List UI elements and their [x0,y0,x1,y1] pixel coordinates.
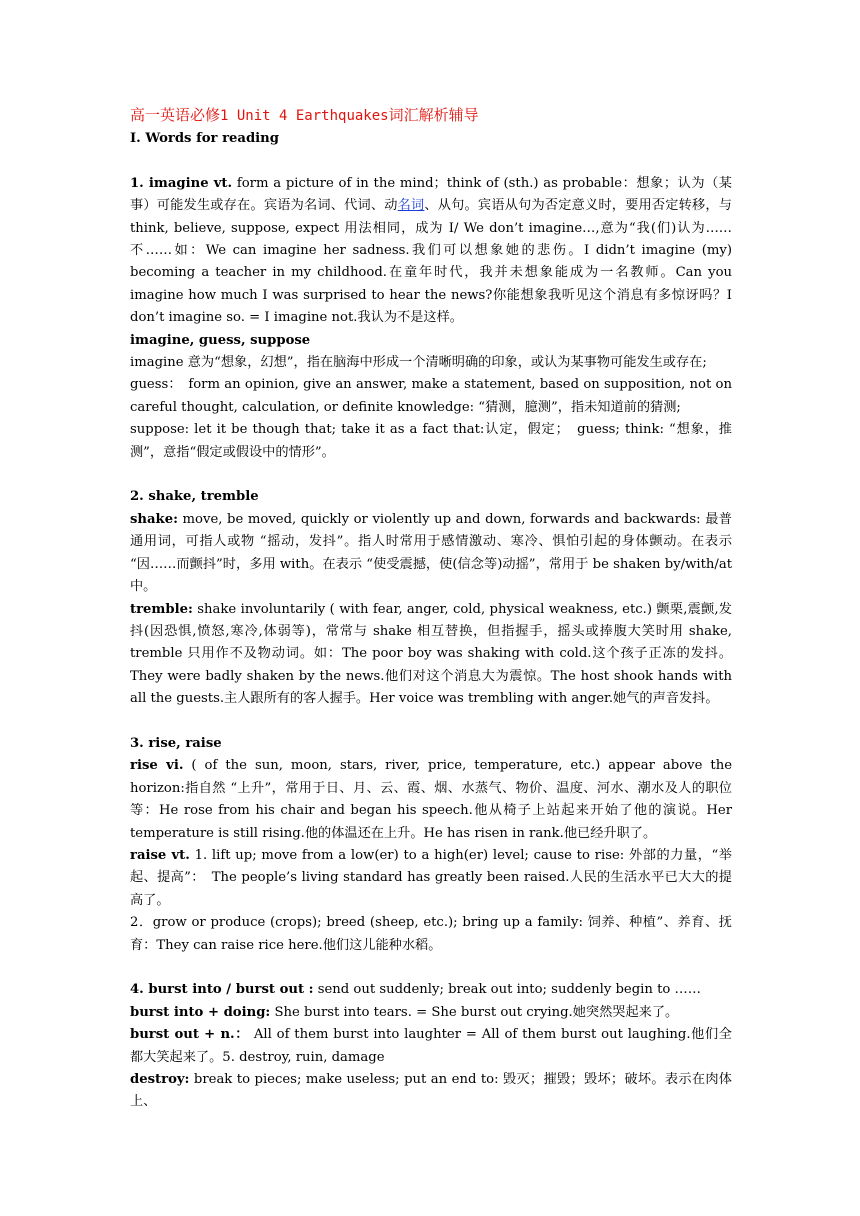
entry-text: She burst into tears. = She burst out crying.她突然哭起来了。 [270,1004,679,1020]
term-label: tremble: [130,601,193,617]
entry-text: All of them burst into laughter = All of them burst out laughing.他们全都大笑起来了。5. destroy, ruin, damage [130,1027,732,1065]
entry-text: shake involuntarily ( with fear, anger, cold, physical weakness, etc.) 颤栗,震颤,发抖(因恐惧,愤怒,寒冷,体弱等)，常常与 shake 相互替换，但指握手，摇头或捧腹大笑时用 shake, tremble 只用作不及物动词。如：The poor boy was shaking with cold.这个孩子正冻的发抖。They were badly shaken by the news.他们对这个消息大为震惊。The host shook hands with all the guests.主人跟所有的客人握手。Her voice was trembling with anger.她气的声音发抖。 [130,601,732,707]
entry-text: form a picture of in the mind；think of (sth.) as probable：想象；认为（某事）可能发生或存在。宾语为名词、代词、动 [130,175,732,214]
entry-text: break to pieces; make useless; put an end to: 毁灭；摧毁；毁坏；破坏。表示在肉体上、 [130,1072,732,1110]
entry-text: move, be moved, quickly or violently up and down, forwards and backwards: 最普通用词，可指人或物 “摇动，发抖”。指人时常用于感情激动、寒冷、惧怕引起的身体颤动。在表示 “因……而颤抖”时，多用 with。在表示 “使受震撼，使(信念等)动摇”，常用于 be shaken by/with/at 中。 [130,511,732,595]
entry-head: 2. shake, tremble [130,489,259,505]
term-label: burst into + doing: [130,1004,271,1020]
term-label: destroy: [130,1072,190,1087]
term-label: raise vt. [130,847,190,863]
entry-imagine [130,173,732,330]
spacer [130,464,732,486]
spacer [130,957,732,979]
term-label: burst out + n.： [130,1027,250,1043]
title-part: 1 Unit 4 Earthquakes [220,108,389,124]
paragraph: guess： form an opinion, give an answer, make a statement, based on supposition, not on careful thought, calculation, or definite knowledge: “猜测，臆测”，指未知道前的猜测; [130,377,732,415]
entry-raise [130,845,732,912]
entry-head: 1. imagine vt. [130,175,233,191]
entry-shake [130,509,732,599]
spacer [130,711,732,733]
section-heading: I. Words for reading [130,131,279,146]
entry-burst-out [130,1024,732,1069]
spacer [130,150,732,172]
entry-text: send out suddenly; break out into; suddenly begin to …… [313,982,701,998]
hyperlink[interactable]: 名词 [397,198,425,214]
entry-rise [130,755,732,845]
title-part: 词汇解析辅导 [388,106,479,124]
paragraph: 2．grow or produce (crops); breed (sheep, etc.); bring up a family: 饲养、种植”、养育、抚育：They can raise rice here.他们这儿能种水稻。 [130,915,732,953]
entry-burst [130,979,732,1001]
entry-head: 4. burst into / burst out : [130,982,314,998]
title-part: 高一英语必修 [130,106,221,124]
term-label: shake: [130,511,178,527]
entry-text: ( of the sun, moon, stars, river, price, temperature, etc.) appear above the horizon:指自然 “上升”，常用于日、月、云、霞、烟、水蒸气、物价、温度、河水、潮水及人的职位等：He rose from his chair and began his speech.他从椅子上站起来开始了他的演说。Her temperature is still rising.他的体温还在上升。He has risen in rank.他已经升职了。 [130,758,732,841]
document-page [130,103,732,1114]
entry-destroy [130,1069,732,1114]
entry-tremble [130,599,732,711]
document-title [130,103,732,128]
entry-burst-into [130,1002,732,1024]
entry-text: 、从句。宾语从句为否定意义时，要用否定转移，与 think, believe, suppose, expect 用法相同，成为 I/ We don’t imagine…,意为“我(们)认为……不……如：We can imagine her sadness.我们可以想象她的悲伤。I didn’t imagine (my) becoming a teacher in my childhood.在童年时代，我并未想象能成为一名教师。Can you imagine how much I was surprised to hear the news?你能想象我听见这个消息有多惊讶吗？I don’t imagine so. = I imagine not.我认为不是这样。 [130,198,732,326]
paragraph: suppose: let it be though that; take it as a fact that:认定，假定； guess; think: “想象，推测”，意指“假定或假设中的情形”。 [130,422,732,460]
term-label: rise vi. [130,758,184,774]
sub-heading: imagine, guess, suppose [130,332,311,348]
entry-text: 1. lift up; move from a low(er) to a high(er) level; cause to rise: 外部的力量，“举起、提高”： The people’s living standard has greatly been raised.人民的生活水平已大大的提高了。 [130,847,732,908]
entry-head: 3. rise, raise [130,735,222,751]
paragraph: imagine 意为“想象，幻想”，指在脑海中形成一个清晰明确的印象，或认为某事物可能发生或存在; [130,355,707,371]
